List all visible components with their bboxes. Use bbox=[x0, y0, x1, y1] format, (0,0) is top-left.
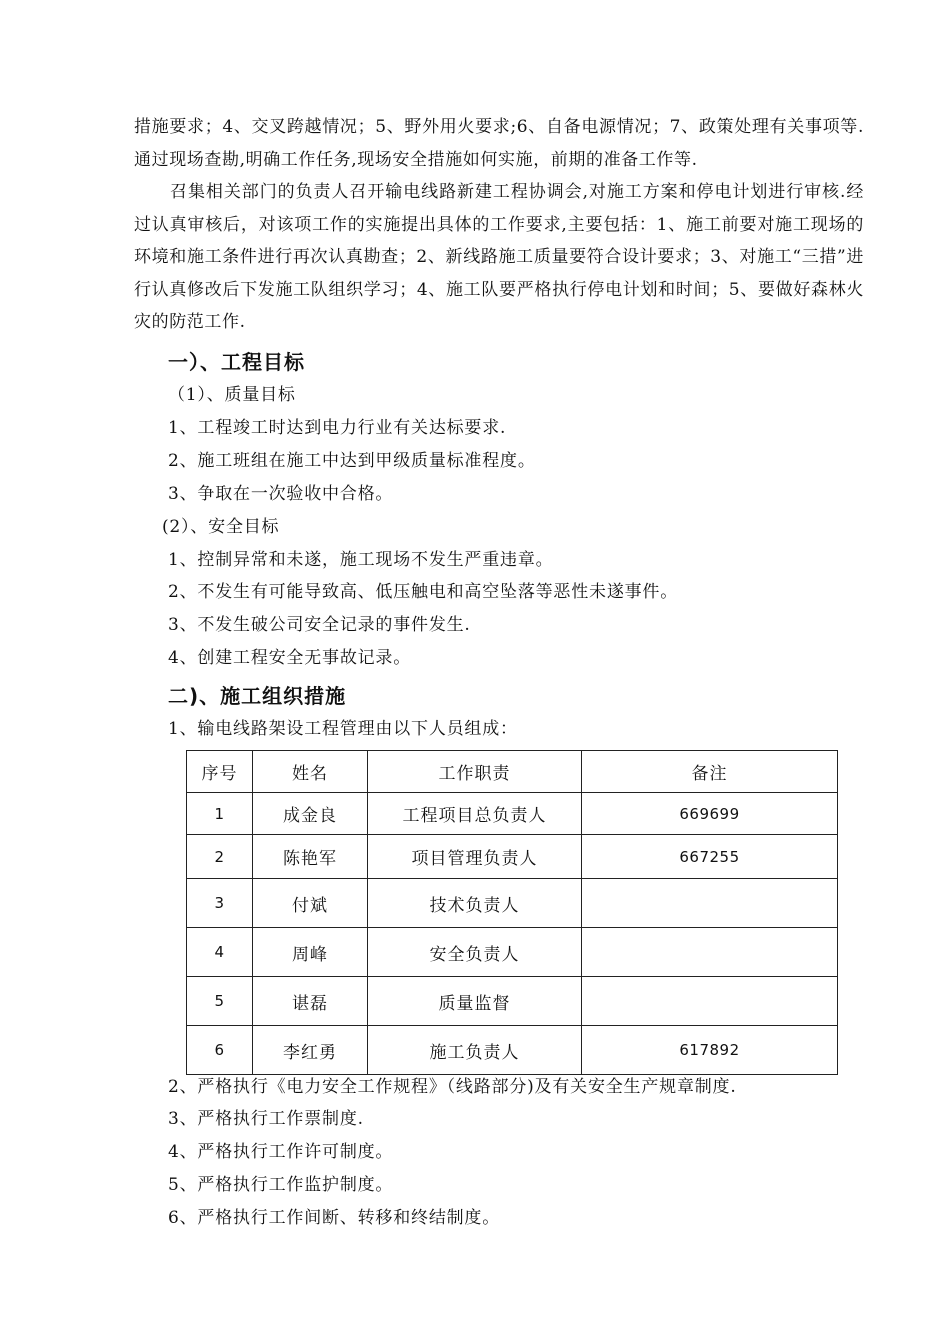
cell-duty: 施工负责人 bbox=[368, 1026, 582, 1075]
cell-duty: 工程项目总负责人 bbox=[368, 793, 582, 835]
header-cell-index: 序号 bbox=[187, 751, 253, 793]
header-cell-duty: 工作职责 bbox=[368, 751, 582, 793]
quality-goal-item: 2、施工班组在施工中达到甲级质量标准程度。 bbox=[168, 451, 536, 471]
cell-remark bbox=[582, 928, 838, 977]
table-row bbox=[187, 879, 838, 928]
table-row bbox=[187, 793, 838, 835]
section-heading-project-goals: 一）、工程目标 bbox=[168, 350, 305, 374]
cell-duty: 技术负责人 bbox=[368, 879, 582, 928]
personnel-table bbox=[186, 750, 838, 1075]
regulation-item: 5、严格执行工作监护制度。 bbox=[168, 1175, 394, 1195]
paragraph-coordination-meeting: 召集相关部门的负责人召开输电线路新建工程协调会,对施工方案和停电计划进行审核.经过认真审核后，对该项工作的实施提出具体的工作要求,主要包括：1、施工前要对施工现场的环境和施工条件进行再次认真勘查；2、新线路施工质量要符合设计要求；3、对施工“三措”进行认真修改后下发施工队组织学习；4、施工队要严格执行停电计划和时间；5、要做好森林火灾的防范工作. bbox=[134, 182, 864, 332]
cell-index: 1 bbox=[187, 793, 253, 835]
table-row bbox=[187, 1026, 838, 1075]
cell-remark: 669699 bbox=[582, 793, 838, 835]
table-row bbox=[187, 928, 838, 977]
quality-goal-item: 1、工程竣工时达到电力行业有关达标要求. bbox=[168, 418, 507, 438]
cell-duty: 质量监督 bbox=[368, 977, 582, 1026]
personnel-intro: 1、输电线路架设工程管理由以下人员组成： bbox=[168, 719, 518, 739]
cell-index: 5 bbox=[187, 977, 253, 1026]
regulation-item: 3、严格执行工作票制度. bbox=[168, 1109, 364, 1129]
cell-name: 李红勇 bbox=[253, 1026, 368, 1075]
paragraph-measures-continued: 措施要求；4、交叉跨越情况；5、野外用火要求;6、自备电源情况；7、政策处理有关事项等.通过现场查勘,明确工作任务,现场安全措施如何实施，前期的准备工作等. bbox=[134, 117, 864, 170]
header-cell-name: 姓名 bbox=[253, 751, 368, 793]
cell-index: 3 bbox=[187, 879, 253, 928]
regulation-item: 2、严格执行《电力安全工作规程》（线路部分)及有关安全生产规章制度. bbox=[168, 1077, 737, 1097]
subheading-safety-goals: (2）、安全目标 bbox=[162, 517, 280, 537]
cell-remark bbox=[582, 879, 838, 928]
cell-index: 4 bbox=[187, 928, 253, 977]
cell-name: 陈艳军 bbox=[253, 835, 368, 879]
header-cell-remark: 备注 bbox=[582, 751, 838, 793]
cell-remark bbox=[582, 977, 838, 1026]
safety-goal-item: 4、创建工程安全无事故记录。 bbox=[168, 648, 412, 668]
cell-remark: 667255 bbox=[582, 835, 838, 879]
quality-goal-item: 3、争取在一次验收中合格。 bbox=[168, 484, 394, 504]
table-row bbox=[187, 977, 838, 1026]
section-heading-organization-measures: 二)、施工组织措施 bbox=[168, 684, 347, 708]
safety-goal-item: 3、不发生破公司安全记录的事件发生. bbox=[168, 615, 471, 635]
cell-name: 谌磊 bbox=[253, 977, 368, 1026]
table-row bbox=[187, 835, 838, 879]
safety-goal-item: 1、控制异常和未遂，施工现场不发生严重违章。 bbox=[168, 550, 554, 570]
cell-name: 付斌 bbox=[253, 879, 368, 928]
regulation-item: 4、严格执行工作许可制度。 bbox=[168, 1142, 394, 1162]
cell-index: 2 bbox=[187, 835, 253, 879]
table-header-row bbox=[187, 751, 838, 793]
cell-duty: 项目管理负责人 bbox=[368, 835, 582, 879]
subheading-quality-goals: （1）、质量目标 bbox=[168, 385, 296, 405]
cell-index: 6 bbox=[187, 1026, 253, 1075]
cell-name: 周峰 bbox=[253, 928, 368, 977]
safety-goal-item: 2、不发生有可能导致高、低压触电和高空坠落等恶性未遂事件。 bbox=[168, 582, 679, 602]
cell-name: 成金良 bbox=[253, 793, 368, 835]
regulation-item: 6、严格执行工作间断、转移和终结制度。 bbox=[168, 1208, 501, 1228]
cell-duty: 安全负责人 bbox=[368, 928, 582, 977]
cell-remark: 617892 bbox=[582, 1026, 838, 1075]
